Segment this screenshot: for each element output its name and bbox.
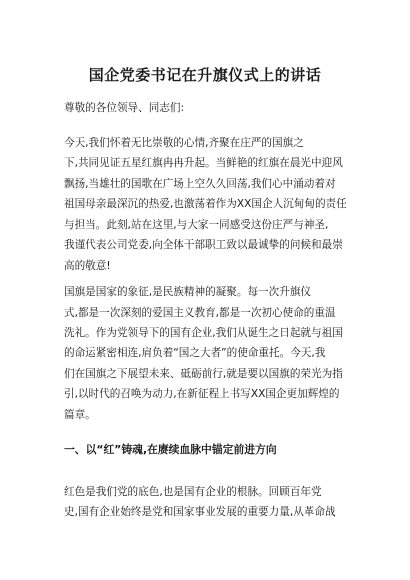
paragraph2-line: 引,以时代的召唤为动力,在新征程上书写XX国企更加辉煌的: [64, 388, 340, 400]
salutation: 尊敬的各位领导、同志们:: [64, 102, 185, 114]
paragraph2-line: 们在国旗之下展望未来、砥砺前行,就是要以国旗的荣光为指: [64, 368, 343, 380]
section-heading: 一、以“红”铸魂,在赓续血脉中锚定前进方向: [64, 443, 277, 456]
paragraph1-line: 今天,我们怀着无比崇敬的心情,齐聚在庄严的国旗之: [64, 137, 304, 149]
paragraph1-line: 飘扬,当雄壮的国歌在广场上空久久回荡,我们心中涌动着对: [64, 178, 336, 190]
paragraph2-line: 的命运紧密相连,肩负着“国之大者”的使命重托。今天,我: [64, 347, 326, 359]
paragraph2-line: 式,都是一次深刻的爱国主义教育,都是一次初心使命的重温: [64, 307, 336, 319]
paragraph1-line: 高的敬意!: [64, 260, 111, 272]
paragraph1-line: 我谨代表公司党委,向全体干部职工致以最诚挚的问候和最崇: [64, 239, 343, 251]
document-title: 国企党委书记在升旗仪式上的讲话: [88, 66, 322, 84]
section1-line: 史,国有企业始终是党和国家事业发展的重要力量,从革命战: [64, 506, 336, 518]
paragraph1-line: 祖国母亲最深沉的热爱,也激荡着作为XX国企人沉甸甸的责任: [64, 198, 347, 210]
section1-line: 红色是我们党的底色,也是国有企业的根脉。回顾百年党: [64, 486, 322, 498]
paragraph2-line: 国旗是国家的象征,是民族精神的凝聚。每一次升旗仪: [64, 286, 312, 298]
paragraph1-line: 下,共同见证五星红旗冉冉升起。当鲜艳的红旗在晨光中迎风: [64, 157, 343, 169]
paragraph2-line: 洗礼。作为党领导下的国有企业,我们从诞生之日起就与祖国: [64, 327, 343, 339]
paragraph2-line: 篇章。: [64, 409, 96, 421]
paragraph1-line: 与担当。此刻,站在这里,与大家一同感受这份庄严与神圣,: [64, 219, 329, 231]
